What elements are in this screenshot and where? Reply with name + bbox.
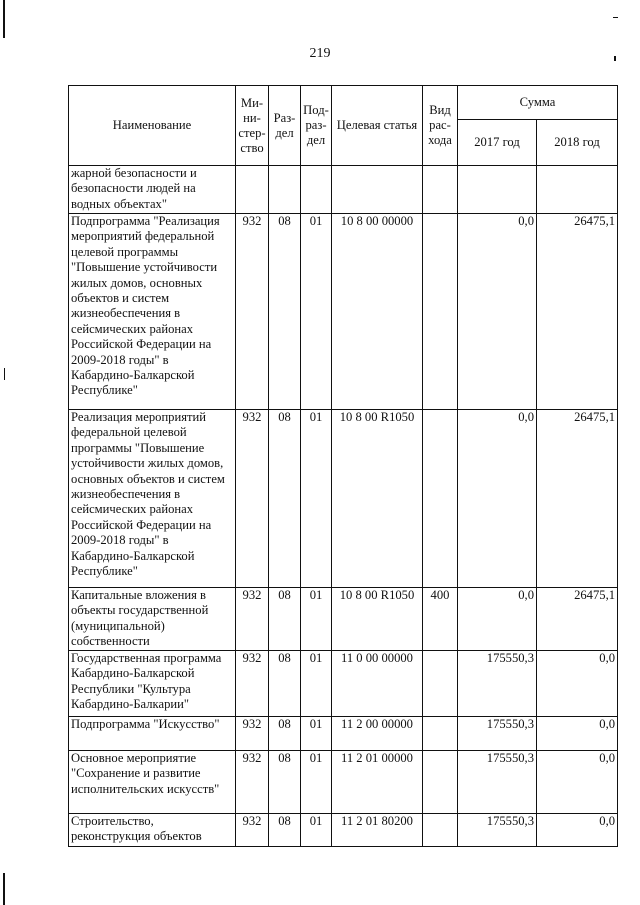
scan-edge-mark bbox=[4, 368, 5, 380]
row-sum-2018: 26475,1 bbox=[537, 588, 618, 651]
header-name: Наименование bbox=[69, 86, 236, 166]
row-subsection: 01 bbox=[301, 651, 332, 717]
row-sum-2017: 175550,3 bbox=[458, 651, 537, 717]
header-ministry: Ми-ни-стер-ство bbox=[236, 86, 269, 166]
row-expense-type bbox=[423, 717, 458, 751]
header-section: Раз-дел bbox=[269, 86, 301, 166]
header-target: Целевая статья bbox=[332, 86, 423, 166]
row-ministry: 932 bbox=[236, 814, 269, 847]
row-subsection: 01 bbox=[301, 214, 332, 410]
table-row bbox=[69, 717, 618, 751]
row-expense-type bbox=[423, 651, 458, 717]
row-sum-2017: 175550,3 bbox=[458, 717, 537, 751]
row-sum-2017 bbox=[458, 166, 537, 214]
row-expense-type: 400 bbox=[423, 588, 458, 651]
row-section: 08 bbox=[269, 717, 301, 751]
row-section bbox=[269, 166, 301, 214]
row-name: Основное мероприятие "Сохранение и развитие исполнительских искусств" bbox=[69, 751, 236, 814]
row-name: Строительство, реконструкция объектов bbox=[69, 814, 236, 847]
row-name: Подпрограмма "Искусство" bbox=[69, 717, 236, 751]
header-expense-type: Вид рас-хода bbox=[423, 86, 458, 166]
row-section: 08 bbox=[269, 751, 301, 814]
row-expense-type bbox=[423, 814, 458, 847]
table-row bbox=[69, 751, 618, 814]
row-sum-2017: 0,0 bbox=[458, 588, 537, 651]
row-ministry bbox=[236, 166, 269, 214]
row-name: Подпрограмма "Реализация мероприятий федеральной целевой программы "Повышение устойчивости жилых домов, основных объектов и систем жизнеобеспечения в сейсмических районах Российской Федерации на 2009-2018 годы" в Кабардино-Балкарской Республике" bbox=[69, 214, 236, 410]
row-sum-2017: 0,0 bbox=[458, 214, 537, 410]
row-subsection: 01 bbox=[301, 588, 332, 651]
row-name: жарной безопасности и безопасности людей на водных объектах" bbox=[69, 166, 236, 214]
table-row bbox=[69, 410, 618, 588]
row-subsection: 01 bbox=[301, 410, 332, 588]
row-sum-2018: 26475,1 bbox=[537, 410, 618, 588]
row-sum-2017: 175550,3 bbox=[458, 751, 537, 814]
row-ministry: 932 bbox=[236, 717, 269, 751]
row-target: 11 2 01 00000 bbox=[332, 751, 423, 814]
row-sum-2018: 26475,1 bbox=[537, 214, 618, 410]
row-subsection: 01 bbox=[301, 751, 332, 814]
row-expense-type bbox=[423, 166, 458, 214]
table-row bbox=[69, 214, 618, 410]
row-name: Государственная программа Кабардино-Балкарской Республики "Культура Кабардино-Балкарии" bbox=[69, 651, 236, 717]
row-target: 11 2 01 80200 bbox=[332, 814, 423, 847]
row-target: 10 8 00 R1050 bbox=[332, 588, 423, 651]
row-section: 08 bbox=[269, 410, 301, 588]
header-sum: Сумма bbox=[458, 86, 618, 120]
row-subsection: 01 bbox=[301, 814, 332, 847]
row-ministry: 932 bbox=[236, 751, 269, 814]
row-target: 10 8 00 00000 bbox=[332, 214, 423, 410]
row-name: Капитальные вложения в объекты государственной (муниципальной) собственности bbox=[69, 588, 236, 651]
row-target: 10 8 00 R1050 bbox=[332, 410, 423, 588]
row-target: 11 2 00 00000 bbox=[332, 717, 423, 751]
row-sum-2017: 0,0 bbox=[458, 410, 537, 588]
table-row bbox=[69, 651, 618, 717]
table-row bbox=[69, 814, 618, 847]
scan-edge-mark bbox=[3, 873, 5, 905]
row-expense-type bbox=[423, 410, 458, 588]
row-section: 08 bbox=[269, 814, 301, 847]
row-sum-2017: 175550,3 bbox=[458, 814, 537, 847]
row-sum-2018: 0,0 bbox=[537, 717, 618, 751]
row-ministry: 932 bbox=[236, 651, 269, 717]
page-number: 219 bbox=[309, 46, 331, 61]
table-row bbox=[69, 588, 618, 651]
budget-table bbox=[68, 85, 618, 847]
row-sum-2018 bbox=[537, 166, 618, 214]
header-year-2017: 2017 год bbox=[458, 120, 537, 166]
row-expense-type bbox=[423, 214, 458, 410]
scan-edge-mark bbox=[3, 0, 5, 38]
row-expense-type bbox=[423, 751, 458, 814]
row-target: 11 0 00 00000 bbox=[332, 651, 423, 717]
row-name: Реализация мероприятий федеральной целевой программы "Повышение устойчивости жилых домов, основных объектов и систем жизнеобеспечения в сейсмических районах Российской Федерации на 2009-2018 годы" в Кабардино-Балкарской Республике" bbox=[69, 410, 236, 588]
row-target bbox=[332, 166, 423, 214]
row-section: 08 bbox=[269, 588, 301, 651]
row-sum-2018: 0,0 bbox=[537, 651, 618, 717]
row-ministry: 932 bbox=[236, 588, 269, 651]
header-row bbox=[69, 86, 618, 120]
row-ministry: 932 bbox=[236, 410, 269, 588]
row-section: 08 bbox=[269, 214, 301, 410]
row-section: 08 bbox=[269, 651, 301, 717]
header-year-2018: 2018 год bbox=[537, 120, 618, 166]
row-subsection bbox=[301, 166, 332, 214]
row-subsection: 01 bbox=[301, 717, 332, 751]
row-sum-2018: 0,0 bbox=[537, 751, 618, 814]
header-subsection: Под-раз-дел bbox=[301, 86, 332, 166]
row-sum-2018: 0,0 bbox=[537, 814, 618, 847]
scan-edge-mark bbox=[613, 17, 618, 18]
table-row bbox=[69, 166, 618, 214]
row-ministry: 932 bbox=[236, 214, 269, 410]
